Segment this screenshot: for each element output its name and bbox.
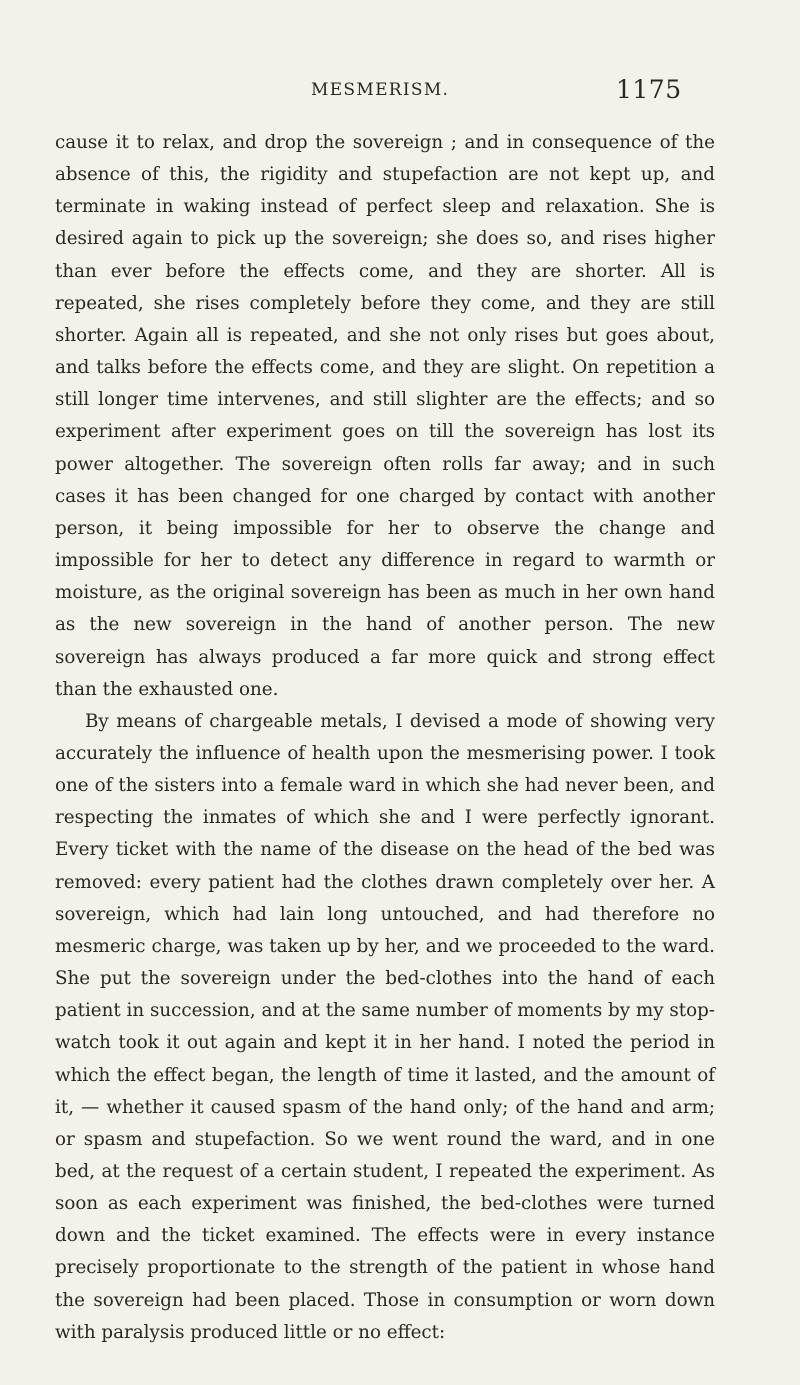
running-head-title: MESMERISM. [311, 80, 450, 100]
page-number: 1175 [616, 75, 682, 104]
body-text [55, 127, 715, 1349]
paragraph-continued: cause it to relax, and drop the sovereign ; and in consequence of the absence of this, the rigidity and stupefaction are not kept up, and terminate in waking instead of perfect sleep and relaxation. She is desired again to pick up the sovereign; she does so, and rises higher than ever before the effects come, and they are shorter. All is repeated, she rises completely before they come, and they are still shorter. Again all is repeated, and she not only rises but goes about, and talks before the effects come, and they are slight. On repetition a still longer time intervenes, and still slighter are the effects; and so experiment after experiment goes on till the sovereign has lost its power altogether. The sovereign often rolls far away; and in such cases it has been changed for one charged by contact with another person, it being impossible for her to observe the change and impossible for her to detect any difference in regard to warmth or moisture, as the original sovereign has been as much in her own hand as the new sovereign in the hand of another person. The new sovereign has always produced a far more quick and strong effect than the exhausted one. [55, 132, 715, 700]
paragraph-chargeable-metals: By means of chargeable metals, I devised a mode of showing very accurately the influence of health upon the mesmerising power. I took one of the sisters into a female ward in which she had never been, and respecting the inmates of which she and I were perfectly ignorant. Every ticket with the name of the disease on the head of the bed was removed: every patient had the clothes drawn completely over her. A sovereign, which had lain long untouched, and had therefore no mesmeric charge, was taken up by her, and we proceeded to the ward. She put the sovereign under the bed-clothes into the hand of each patient in succession, and at the same number of moments by my stop-watch took it out again and kept it in her hand. I noted the period in which the effect began, the length of time it lasted, and the amount of it, — whether it caused spasm of the hand only; of the hand and arm; or spasm and stupefaction. So we went round the ward, and in one bed, at the request of a certain student, I repeated the experiment. As soon as each experiment was finished, the bed-clothes were turned down and the ticket examined. The effects were in every instance precisely proportionate to the strength of the patient in whose hand the sovereign had been placed. Those in consumption or worn down with paralysis produced little or no effect: [55, 710, 715, 1343]
running-head [0, 75, 800, 110]
